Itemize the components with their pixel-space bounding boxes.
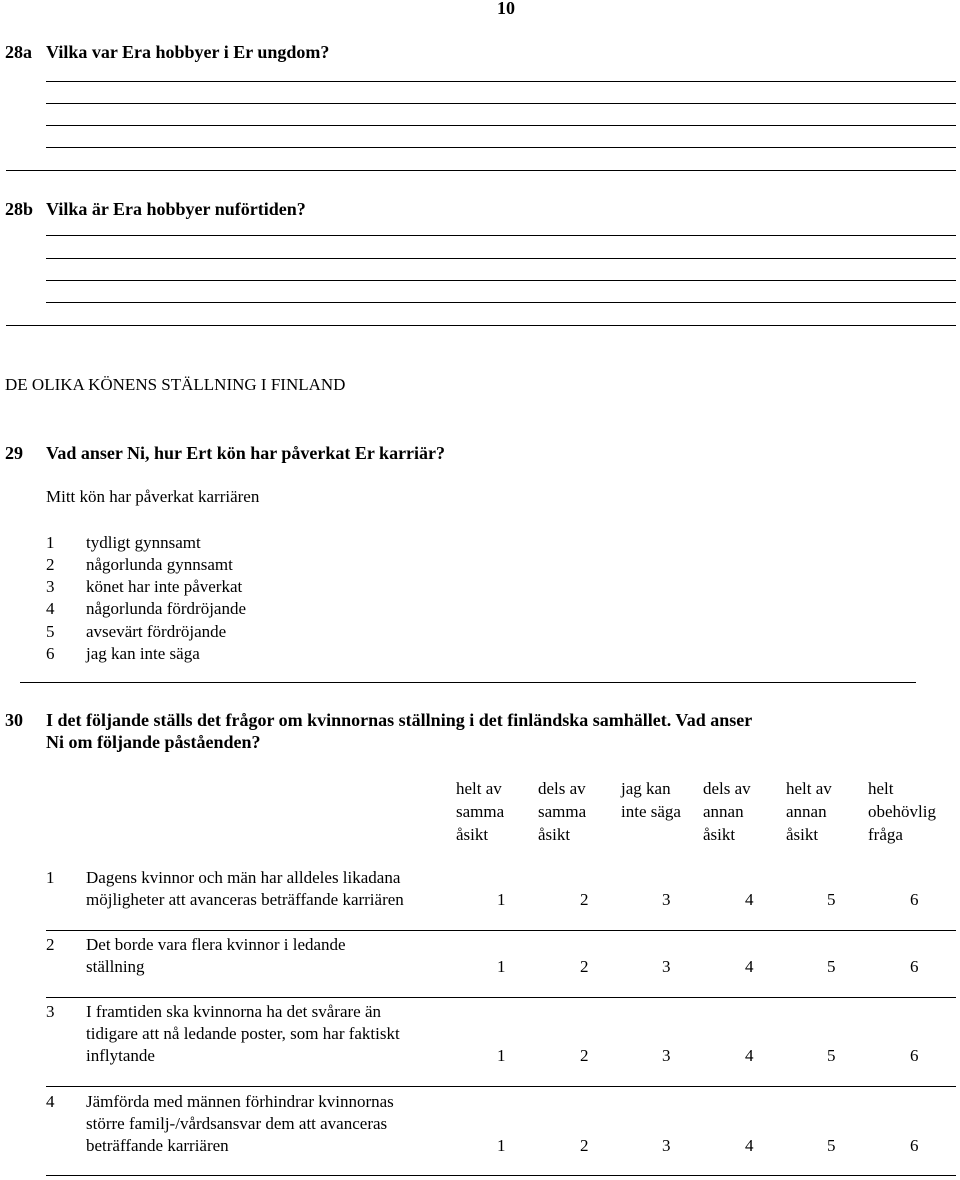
scale-option-4[interactable]: 4 bbox=[745, 1136, 754, 1155]
scale-option-3[interactable]: 3 bbox=[662, 890, 671, 909]
section-title: DE OLIKA KÖNENS STÄLLNING I FINLAND bbox=[5, 375, 346, 394]
column-header-line: dels av bbox=[703, 779, 751, 798]
statement-number: 4 bbox=[46, 1092, 55, 1111]
scale-option-6[interactable]: 6 bbox=[910, 957, 919, 976]
column-header-line: samma bbox=[538, 802, 587, 821]
statement-text-line: möjligheter att avanceras beträffande karriären bbox=[86, 890, 404, 909]
statement-text-line: inflytande bbox=[86, 1046, 155, 1065]
column-header-line: åsikt bbox=[456, 825, 489, 844]
scale-option-2[interactable]: 2 bbox=[580, 890, 589, 909]
answer-line bbox=[46, 235, 956, 236]
column-header-line: fråga bbox=[868, 825, 903, 844]
scale-option-5[interactable]: 5 bbox=[827, 1136, 836, 1155]
scale-option-6[interactable]: 6 bbox=[910, 1046, 919, 1065]
option-label: tydligt gynnsamt bbox=[86, 533, 201, 552]
scale-option-2[interactable]: 2 bbox=[580, 1046, 589, 1065]
column-header-line: åsikt bbox=[538, 825, 571, 844]
row-divider bbox=[46, 1175, 956, 1176]
statement-text-line: Dagens kvinnor och män har alldeles likadana bbox=[86, 868, 401, 887]
statement-text-line: tidigare att nå ledande poster, som har faktiskt bbox=[86, 1024, 400, 1043]
question-29-intro: Mitt kön har påverkat karriären bbox=[46, 487, 260, 506]
scale-option-1[interactable]: 1 bbox=[497, 890, 506, 909]
option-number: 3 bbox=[46, 577, 55, 596]
option-label: någorlunda fördröjande bbox=[86, 599, 247, 618]
scale-option-6[interactable]: 6 bbox=[910, 1136, 919, 1155]
statement-text-line: I framtiden ska kvinnorna ha det svårare än bbox=[86, 1002, 382, 1021]
answer-line bbox=[46, 125, 956, 126]
question-30-number: 30 bbox=[5, 710, 23, 730]
row-divider bbox=[46, 997, 956, 998]
column-header-line: samma bbox=[456, 802, 505, 821]
question-29-number: 29 bbox=[5, 443, 23, 463]
question-30-text-line1: I det följande ställs det frågor om kvinnornas ställning i det finländska samhället. Vad anser bbox=[46, 710, 753, 730]
statement-text-line: större familj-/vårdsansvar dem att avanceras bbox=[86, 1114, 388, 1133]
question-28b-text: Vilka är Era hobbyer nuförtiden? bbox=[46, 199, 306, 219]
column-header-partly-agree bbox=[538, 777, 586, 846]
answer-line bbox=[46, 258, 956, 259]
scale-option-4[interactable]: 4 bbox=[745, 957, 754, 976]
question-29-text: Vad anser Ni, hur Ert kön har påverkat Er karriär? bbox=[46, 443, 446, 463]
option-label: avsevärt fördröjande bbox=[86, 622, 227, 641]
scale-option-5[interactable]: 5 bbox=[827, 1046, 836, 1065]
option-number: 5 bbox=[46, 622, 55, 641]
option-number: 2 bbox=[46, 555, 55, 574]
scale-option-2[interactable]: 2 bbox=[580, 1136, 589, 1155]
option-number: 1 bbox=[46, 533, 55, 552]
option-number: 4 bbox=[46, 599, 55, 618]
answer-line bbox=[46, 103, 956, 104]
option-label: könet har inte påverkat bbox=[86, 577, 243, 596]
answer-line bbox=[46, 147, 956, 148]
statement-number: 2 bbox=[46, 935, 55, 954]
question-30-text-line2: Ni om följande påståenden? bbox=[46, 732, 261, 752]
column-header-fully-disagree bbox=[786, 777, 832, 846]
column-header-line: helt bbox=[868, 779, 894, 798]
column-header-line: jag kan bbox=[621, 779, 671, 798]
scale-option-1[interactable]: 1 bbox=[497, 957, 506, 976]
answer-line bbox=[46, 280, 956, 281]
question-28b-number: 28b bbox=[5, 199, 34, 219]
column-header-line: helt av bbox=[786, 779, 832, 798]
statement-number: 3 bbox=[46, 1002, 55, 1021]
option-label: någorlunda gynnsamt bbox=[86, 555, 233, 574]
column-header-cannot-say bbox=[621, 777, 681, 823]
scale-option-2[interactable]: 2 bbox=[580, 957, 589, 976]
row-divider bbox=[46, 930, 956, 931]
column-header-line: åsikt bbox=[703, 825, 736, 844]
statement-text-line: Jämförda med männen förhindrar kvinnornas bbox=[86, 1092, 394, 1111]
scale-option-3[interactable]: 3 bbox=[662, 1136, 671, 1155]
scale-option-3[interactable]: 3 bbox=[662, 1046, 671, 1065]
column-header-line: dels av bbox=[538, 779, 586, 798]
column-header-line: annan bbox=[703, 802, 744, 821]
scale-option-4[interactable]: 4 bbox=[745, 890, 754, 909]
column-header-line: helt av bbox=[456, 779, 502, 798]
question-28a-text: Vilka var Era hobbyer i Er ungdom? bbox=[46, 42, 330, 62]
column-header-partly-disagree bbox=[703, 777, 751, 846]
option-number: 6 bbox=[46, 644, 55, 663]
answer-line bbox=[6, 325, 956, 326]
scale-option-4[interactable]: 4 bbox=[745, 1046, 754, 1065]
scale-option-6[interactable]: 6 bbox=[910, 890, 919, 909]
statement-text-line: Det borde vara flera kvinnor i ledande bbox=[86, 935, 346, 954]
answer-line bbox=[46, 81, 956, 82]
column-header-line: inte säga bbox=[621, 802, 681, 821]
column-header-line: obehövlig bbox=[868, 802, 936, 821]
scale-option-3[interactable]: 3 bbox=[662, 957, 671, 976]
column-header-line: annan bbox=[786, 802, 827, 821]
divider bbox=[20, 682, 916, 683]
scale-option-1[interactable]: 1 bbox=[497, 1046, 506, 1065]
scale-option-1[interactable]: 1 bbox=[497, 1136, 506, 1155]
column-header-fully-agree bbox=[456, 777, 504, 846]
column-header-unnecessary-question bbox=[868, 777, 936, 846]
scale-option-5[interactable]: 5 bbox=[827, 957, 836, 976]
statement-text-line: ställning bbox=[86, 957, 145, 976]
page-number: 10 bbox=[497, 0, 515, 18]
answer-line bbox=[6, 170, 956, 171]
question-28a-number: 28a bbox=[5, 42, 32, 62]
statement-number: 1 bbox=[46, 868, 55, 887]
statement-text-line: beträffande karriären bbox=[86, 1136, 229, 1155]
scale-option-5[interactable]: 5 bbox=[827, 890, 836, 909]
option-label: jag kan inte säga bbox=[86, 644, 200, 663]
answer-line bbox=[46, 302, 956, 303]
column-header-line: åsikt bbox=[786, 825, 819, 844]
row-divider bbox=[46, 1086, 956, 1087]
